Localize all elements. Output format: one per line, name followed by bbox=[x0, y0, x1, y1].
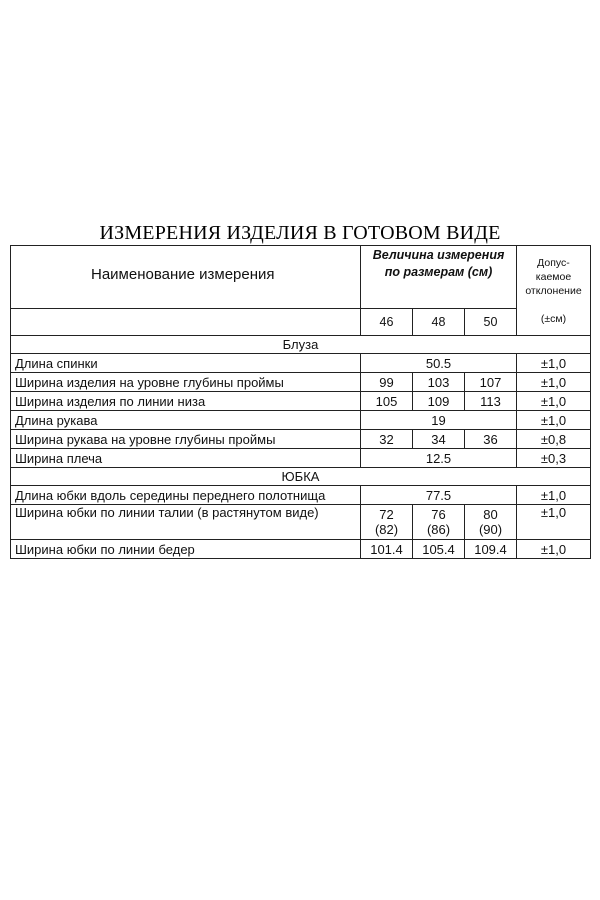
row-value-50 bbox=[465, 505, 517, 540]
row-value-46 bbox=[361, 505, 413, 540]
section-title-bluza: Блуза bbox=[11, 336, 591, 354]
value-main: 76 bbox=[431, 507, 446, 522]
row-value-50: 107 bbox=[465, 373, 517, 392]
row-value-46: 32 bbox=[361, 430, 413, 449]
row-tolerance: ±0,8 bbox=[517, 430, 591, 449]
row-name: Длина рукава bbox=[11, 411, 361, 430]
row-value-46: 101.4 bbox=[361, 540, 413, 559]
row-merged-value: 50.5 bbox=[361, 354, 517, 373]
row-name: Ширина плеча bbox=[11, 449, 361, 468]
row-tolerance: ±1,0 bbox=[517, 505, 591, 540]
row-name: Ширина рукава на уровне глубины проймы bbox=[11, 430, 361, 449]
value-stretched: (90) bbox=[478, 522, 503, 537]
row-merged-value: 12.5 bbox=[361, 449, 517, 468]
table-row bbox=[11, 354, 591, 373]
row-value-50: 36 bbox=[465, 430, 517, 449]
row-value-48: 34 bbox=[413, 430, 465, 449]
size-48: 48 bbox=[413, 309, 465, 336]
row-tolerance: ±0,3 bbox=[517, 449, 591, 468]
section-row bbox=[11, 468, 591, 486]
table-row bbox=[11, 411, 591, 430]
measurements-table bbox=[10, 245, 591, 559]
row-tolerance: ±1,0 bbox=[517, 392, 591, 411]
section-title-yubka: ЮБКА bbox=[11, 468, 591, 486]
row-value-48 bbox=[413, 505, 465, 540]
table-row bbox=[11, 540, 591, 559]
table-row bbox=[11, 505, 591, 540]
table-row bbox=[11, 486, 591, 505]
row-value-50: 113 bbox=[465, 392, 517, 411]
table-row bbox=[11, 373, 591, 392]
row-name: Ширина юбки по линии талии (в растянутом виде) bbox=[11, 505, 361, 540]
row-tolerance: ±1,0 bbox=[517, 486, 591, 505]
value-main: 80 bbox=[483, 507, 498, 522]
row-value-48: 109 bbox=[413, 392, 465, 411]
size-50: 50 bbox=[465, 309, 517, 336]
row-value-50: 109.4 bbox=[465, 540, 517, 559]
header-tolerance-line1: Допус- bbox=[537, 256, 570, 269]
table-row bbox=[11, 430, 591, 449]
header-tolerance-line2: каемое bbox=[535, 270, 572, 283]
header-values: Величина измерения по размерам (см) bbox=[361, 246, 517, 309]
row-value-46: 105 bbox=[361, 392, 413, 411]
header-tolerance-line4: (±см) bbox=[540, 312, 567, 325]
row-value-48: 103 bbox=[413, 373, 465, 392]
size-46: 46 bbox=[361, 309, 413, 336]
row-value-46: 99 bbox=[361, 373, 413, 392]
row-merged-value: 77.5 bbox=[361, 486, 517, 505]
page-title: ИЗМЕРЕНИЯ ИЗДЕЛИЯ В ГОТОВОМ ВИДЕ bbox=[99, 222, 501, 244]
header-name: Наименование измерения bbox=[11, 246, 361, 309]
value-main: 72 bbox=[379, 507, 394, 522]
row-name: Ширина изделия на уровне глубины проймы bbox=[11, 373, 361, 392]
row-tolerance: ±1,0 bbox=[517, 411, 591, 430]
header-name-blank bbox=[11, 309, 361, 336]
section-row bbox=[11, 336, 591, 354]
row-name: Длина спинки bbox=[11, 354, 361, 373]
row-name: Ширина юбки по линии бедер bbox=[11, 540, 361, 559]
row-tolerance: ±1,0 bbox=[517, 373, 591, 392]
row-value-48: 105.4 bbox=[413, 540, 465, 559]
row-tolerance: ±1,0 bbox=[517, 540, 591, 559]
header-row bbox=[11, 246, 591, 309]
value-stretched: (86) bbox=[426, 522, 451, 537]
header-tolerance bbox=[517, 246, 591, 336]
sizes-row bbox=[11, 309, 591, 336]
row-name: Длина юбки вдоль середины переднего полотнища bbox=[11, 486, 361, 505]
table-row bbox=[11, 449, 591, 468]
row-name: Ширина изделия по линии низа bbox=[11, 392, 361, 411]
row-merged-value: 19 bbox=[361, 411, 517, 430]
row-tolerance: ±1,0 bbox=[517, 354, 591, 373]
table-row bbox=[11, 392, 591, 411]
header-tolerance-line3: отклонение bbox=[525, 284, 582, 297]
value-stretched: (82) bbox=[374, 522, 399, 537]
